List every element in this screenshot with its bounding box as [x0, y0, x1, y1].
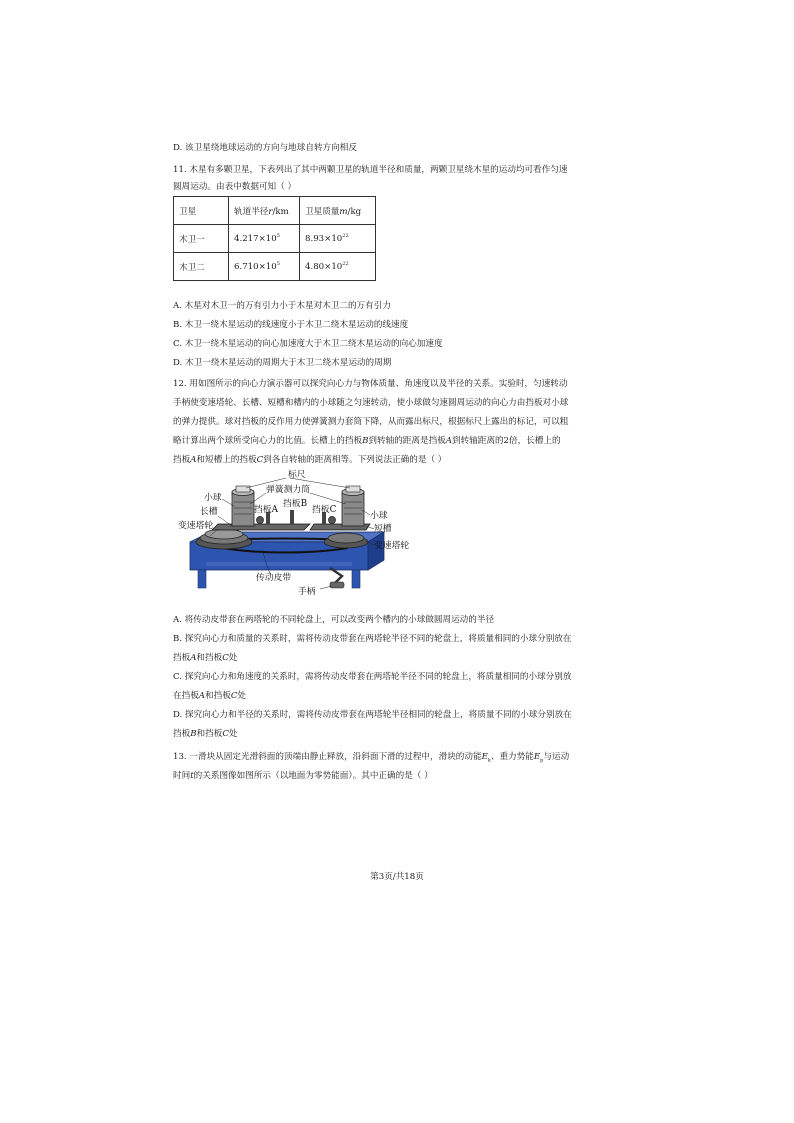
table-cell-radius: $6.710\times 10^5$ — [229, 253, 300, 281]
label-long-slot: 长槽 — [200, 507, 218, 517]
q12-stem-line1: 12. 用如图所示的向心力演示器可以探究向心力与物体质量、角速度以及半径的关系。实验时，匀速转动 — [173, 379, 568, 389]
q12-option-d-line2: 挡板B和挡板C处 — [173, 729, 238, 739]
q12-stem-line3: 的弹力提供。球对挡板的反作用力使弹簧测力套筒下降，从而露出标尺，根据标尺上露出的标记，可以粗 — [173, 417, 569, 427]
table-row — [174, 253, 376, 281]
q11-stem-line1: 11. 木星有多颗卫星，下表列出了其中两颗卫星的轨道半径和质量，两颗卫星绕木星的运动均可看作匀速 — [173, 165, 568, 175]
q12-stem-line2: 手柄使变速塔轮、长槽、短槽和槽内的小球随之匀速转动，使小球做匀速圆周运动的向心力由挡板对小球 — [173, 398, 569, 408]
table-cell-mass: $4.80\times 10^{22}$ — [300, 253, 376, 281]
q12-option-d-line1: D. 探究向心力和半径的关系时，需将传动皮带套在两塔轮半径相同的轮盘上，将质量不同的小球分别放在 — [173, 710, 572, 720]
q11-option-a: A. 木星对木卫一的万有引力小于木星对木卫二的万有引力 — [173, 301, 391, 311]
table-header-radius: 轨道半径r/km — [229, 197, 300, 225]
q12-option-c-line2: 在挡板A和挡板C处 — [173, 691, 246, 701]
q11-option-c: C. 木卫一绕木星运动的向心加速度大于木卫二绕木星运动的向心加速度 — [173, 339, 443, 349]
table-header-satellite: 卫星 — [174, 197, 229, 225]
label-plate-a: 挡板A — [254, 505, 278, 515]
q11-stem-line2: 圆周运动。由表中数据可知（ ） — [173, 182, 297, 192]
label-spring-sleeve: 弹簧测力筒 — [266, 485, 310, 495]
label-handle: 手柄 — [298, 587, 316, 597]
table-row — [174, 225, 376, 253]
label-ball-left: 小球 — [204, 493, 222, 503]
page-footer: 第3页/共18页 — [370, 872, 424, 882]
label-gear-right: 变速塔轮 — [374, 541, 410, 551]
q13-stem-line1: 13. 一滑块从固定光滑斜面的顶端由静止释放，沿斜面下滑的过程中，滑块的动能$E_k$、重力势能$E_p$与运动 — [173, 752, 570, 764]
table-cell-mass: $8.93\times 10^{22}$ — [300, 225, 376, 253]
centripetal-demonstrator-figure — [170, 466, 410, 602]
label-plate-c: 挡板C — [312, 505, 337, 515]
q10-option-d: D. 该卫星绕地球运动的方向与地球自转方向相反 — [173, 143, 357, 153]
q13-stem-line2: 时间t的关系图像如图所示（以地面为零势能面）。其中正确的是（ ） — [173, 771, 433, 781]
label-short-slot: 短槽 — [374, 524, 392, 534]
q12-stem-line4: 略计算出两个球所受向心力的比值。长槽上的挡板B到转轴的距离是挡板A到转轴距离的2倍，长槽上的 — [173, 436, 561, 446]
table-header-mass: 卫星质量m/kg — [300, 197, 376, 225]
table-cell-radius: $4.217\times 10^5$ — [229, 225, 300, 253]
label-scale: 标尺 — [288, 470, 306, 480]
table-cell-name: 木卫二 — [174, 253, 229, 281]
label-ball-right: 小球 — [370, 511, 388, 521]
table-row — [174, 197, 376, 225]
label-belt: 传动皮带 — [256, 573, 292, 583]
satellite-table — [173, 196, 376, 281]
q12-option-a: A. 将传动皮带套在两塔轮的不同轮盘上，可以改变两个槽内的小球做圆周运动的半径 — [173, 615, 495, 625]
q12-option-b-line2: 挡板A和挡板C处 — [173, 653, 238, 663]
label-gear-left: 变速塔轮 — [178, 521, 214, 531]
label-plate-b: 挡板B — [283, 499, 308, 509]
table-cell-name: 木卫一 — [174, 225, 229, 253]
q12-stem-line5: 挡板A和短槽上的挡板C到各自转轴的距离相等。下列说法正确的是（ ） — [173, 455, 447, 465]
q11-option-d: D. 木卫一绕木星运动的周期大于木卫二绕木星运动的周期 — [173, 358, 392, 368]
q11-option-b: B. 木卫一绕木星运动的线速度小于木卫二绕木星运动的线速度 — [173, 320, 409, 330]
q12-option-b-line1: B. 探究向心力和质量的关系时，需将传动皮带套在两塔轮半径不同的轮盘上，将质量相同的小球分别放在 — [173, 634, 572, 644]
q12-option-c-line1: C. 探究向心力和角速度的关系时，需将传动皮带套在两塔轮半径不同的轮盘上，将质量相同的小球分别放 — [173, 672, 572, 682]
